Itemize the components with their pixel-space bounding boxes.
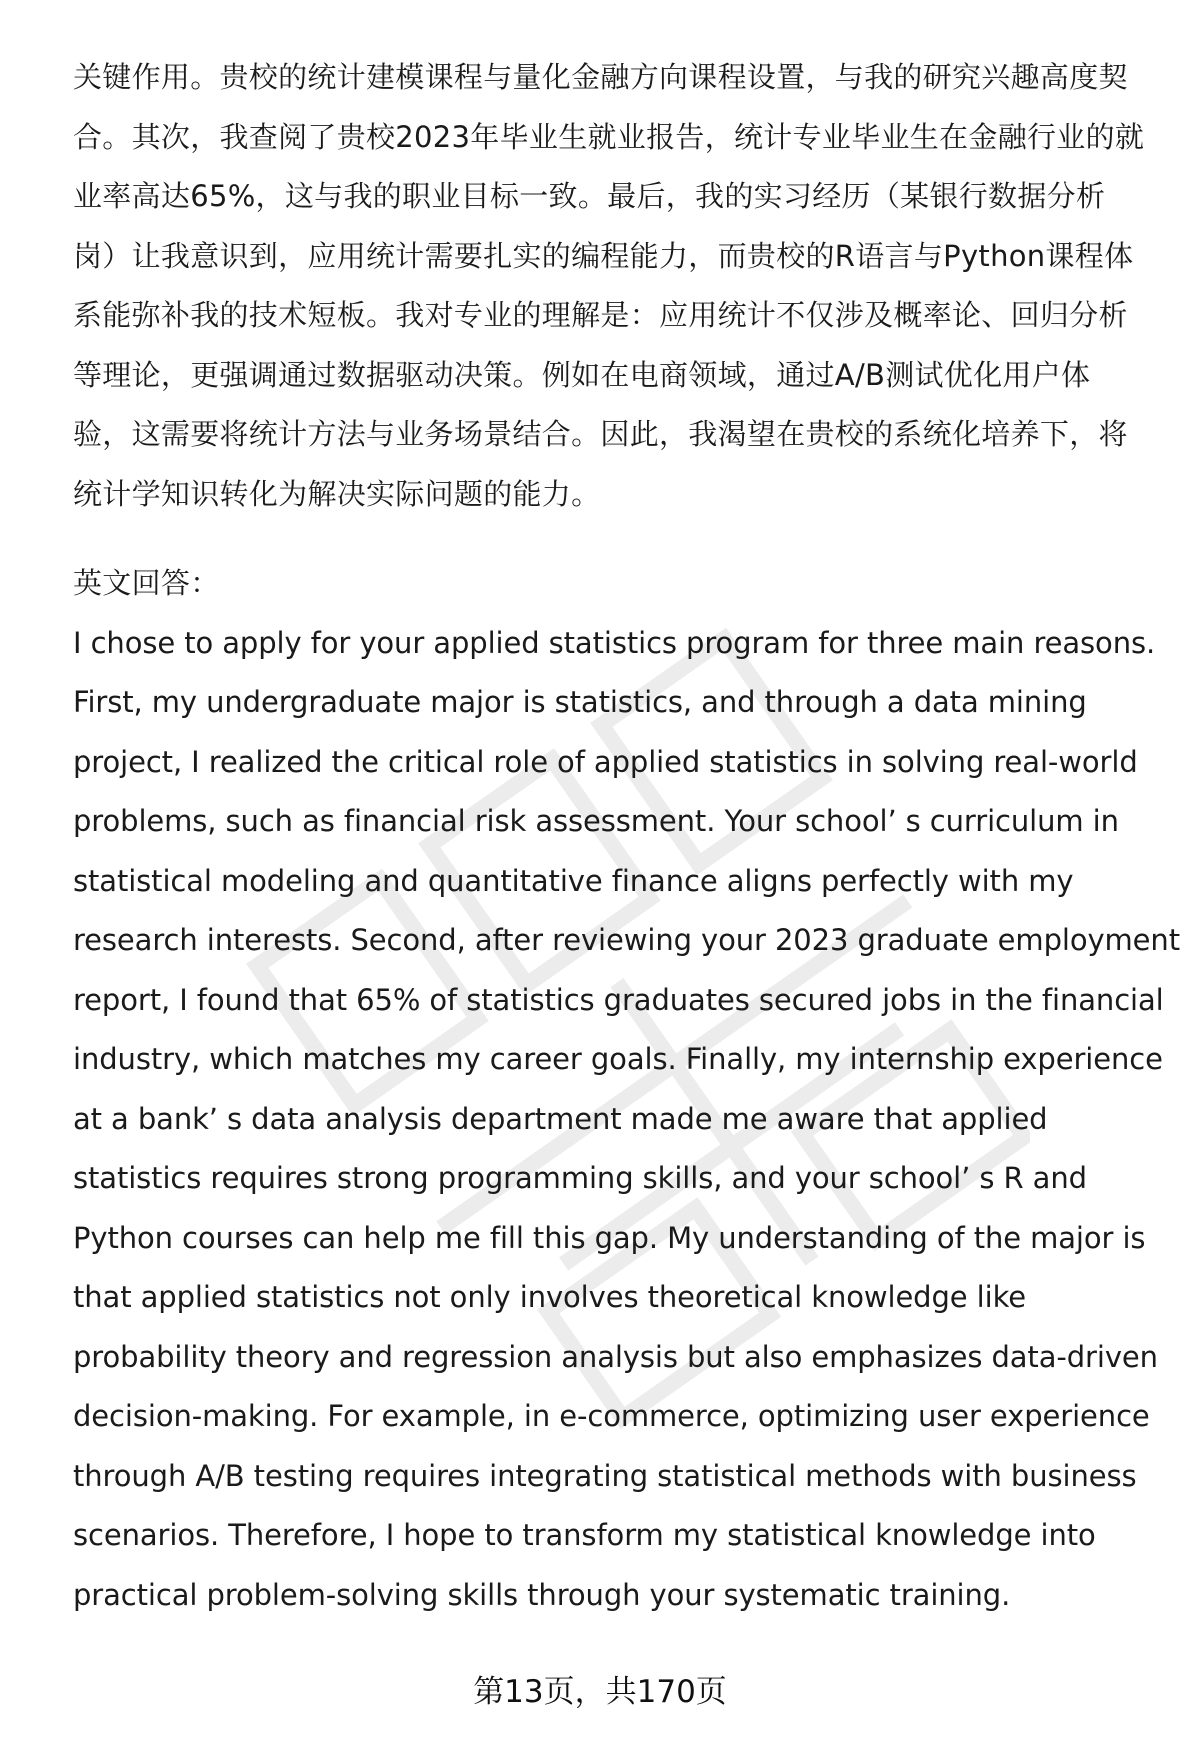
- chinese-line: 系能弥补我的技术短板。我对专业的理解是：应用统计不仅涉及概率论、回归分析: [73, 298, 1128, 332]
- english-answer-label: 英文回答：: [73, 566, 220, 600]
- chinese-line: 合。其次，我查阅了贵校2023年毕业生就业报告，统计专业毕业生在金融行业的就: [73, 119, 1145, 154]
- english-line: probability theory and regression analysis but also emphasizes data-driven: [73, 1339, 1158, 1374]
- chinese-line: 验，这需要将统计方法与业务场景结合。因此，我渴望在贵校的系统化培养下，将: [73, 417, 1128, 451]
- chinese-line: 业率高达65%，这与我的职业目标一致。最后，我的实习经历（某银行数据分析: [73, 179, 1106, 213]
- english-line: research interests. Second, after reviewing your 2023 graduate employment: [73, 923, 1180, 957]
- english-line: Python courses can help me fill this gap. My understanding of the major is: [73, 1220, 1146, 1255]
- chinese-line: 关键作用。贵校的统计建模课程与量化金融方向课程设置，与我的研究兴趣高度契: [73, 60, 1128, 94]
- english-line: scenarios. Therefore, I hope to transform my statistical knowledge into: [73, 1518, 1096, 1552]
- english-line: problems, such as financial risk assessment. Your school’ s curriculum in: [73, 804, 1119, 838]
- page-number-footer: 第13页，共170页: [473, 1674, 727, 1710]
- english-line: decision-making. For example, in e-commerce, optimizing user experience: [73, 1399, 1150, 1433]
- document-body: [73, 48, 1180, 1625]
- english-line: statistics requires strong programming skills, and your school’ s R and: [73, 1161, 1087, 1195]
- english-line: at a bank’ s data analysis department made me aware that applied: [73, 1101, 1048, 1136]
- english-line: through A/B testing requires integrating statistical methods with business: [73, 1458, 1137, 1493]
- chinese-line: 岗）让我意识到，应用统计需要扎实的编程能力，而贵校的R语言与Python课程体: [73, 238, 1134, 273]
- english-line: statistical modeling and quantitative finance aligns perfectly with my: [73, 863, 1074, 898]
- english-line: industry, which matches my career goals. Finally, my internship experience: [73, 1042, 1163, 1076]
- chinese-answer-paragraph: [73, 48, 1153, 524]
- chinese-line: 统计学知识转化为解决实际问题的能力。: [73, 476, 601, 511]
- english-line: I chose to apply for your applied statistics program for three main reasons.: [73, 625, 1156, 660]
- english-line: project, I realized the critical role of applied statistics in solving real-world: [73, 744, 1138, 779]
- english-answer-section: [73, 554, 1180, 1625]
- chinese-line: 等理论，更强调通过数据驱动决策。例如在电商领域，通过A/B测试优化用户体: [73, 357, 1091, 392]
- english-line: that applied statistics not only involves theoretical knowledge like: [73, 1280, 1026, 1314]
- english-line: First, my undergraduate major is statistics, and through a data mining: [73, 685, 1087, 719]
- english-line: report, I found that 65% of statistics graduates secured jobs in the financial: [73, 982, 1164, 1017]
- english-line: practical problem-solving skills through your systematic training.: [73, 1577, 1011, 1612]
